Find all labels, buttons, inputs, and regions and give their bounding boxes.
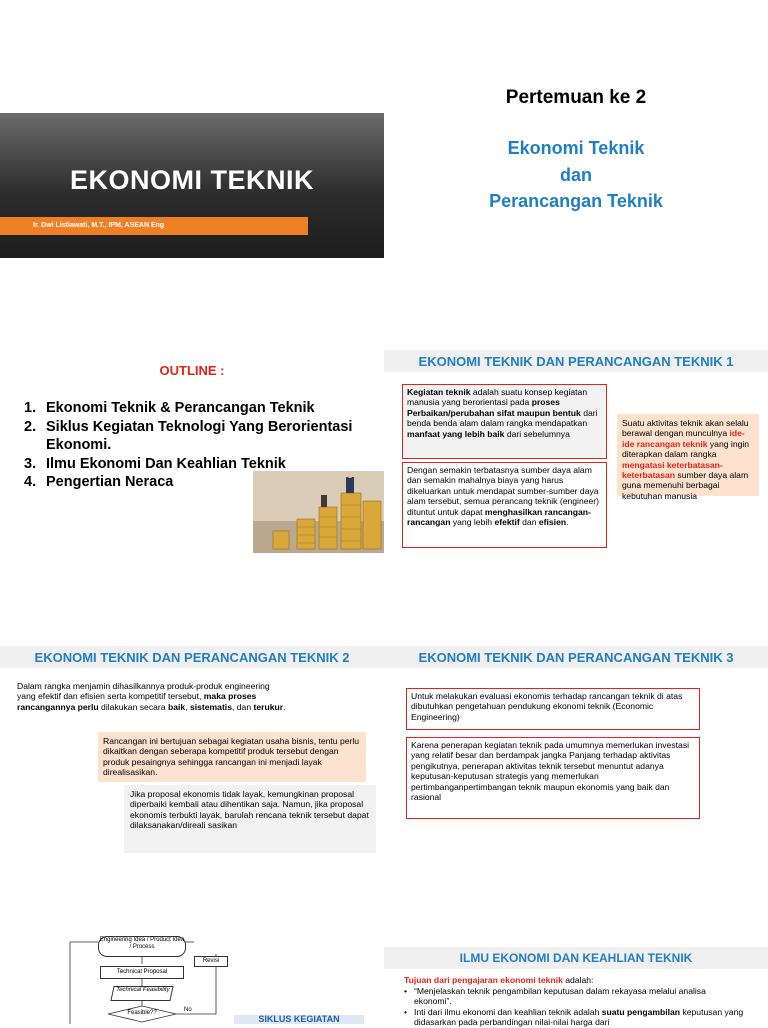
flow-revisi: Revisi	[194, 956, 228, 967]
slide-outline	[0, 256, 384, 512]
subtitle-line-3: Perancangan Teknik	[489, 191, 663, 211]
text-box-aktivitas-teknik: Suatu aktivitas teknik akan selalu berawal dengan munculnya ide-ide rancangan teknik yang ingin diterapkan dalam rangka mengatasi keterbatasan-keterbatasan sumber daya alam guna memenuhi berbagai kebutuhan manusia	[617, 414, 759, 496]
flow-technical-feasibility: Technical Feasibility	[110, 986, 173, 1001]
text-box-sumber-daya: Dengan semakin terbatasnya sumber daya alam dan semakin mahalnya biaya yang harus dikeluarkan untuk mendapat sumber-sumber daya alam tersebut, semua perancang teknik (engineer) dituntut untuk dapat menghasilkan rancangan-rancangan yang lebih efektif dan efisien.	[402, 462, 607, 548]
meeting-title: Pertemuan ke 2	[505, 87, 647, 108]
flow-feasible: Feasible??	[127, 1010, 157, 1016]
outline-item: 1. Ekonomi Teknik & Perancangan Teknik	[24, 400, 315, 416]
slide-title	[0, 0, 384, 256]
slide8-bullet-2: • Inti dari ilmu ekonomi dan keahlian teknik adalah suatu pengambilan keputusan yang didasarkan pada perbandingan nilai-nilai harga dari	[404, 1007, 744, 1028]
slide-ekotek-2	[0, 512, 384, 831]
text-box-evaluasi: Untuk melakukan evaluasi ekonomis terhadap rancangan teknik di atas dibutuhkan pengetahuan pendukung ekonomi teknik (Economic Engineering)	[406, 688, 700, 730]
flow-technical-proposal: Technical Proposal	[100, 966, 184, 979]
outline-item: 4. Pengertian Neraca	[24, 474, 174, 490]
text-box-rancangan: Rancangan ini bertujuan sebagai kegiatan usaha bisnis, tentu perlu dikaitkan dengan seberapa kompetitif produk tersebut dengan produk pesaingnya sehingga rancangan ini menjadi layak direalisasikan.	[98, 732, 366, 782]
slide-heading: EKONOMI TEKNIK DAN PERANCANGAN TEKNIK 2	[0, 646, 384, 668]
flow-idea: Engineering Idea / Product Idea / Process	[98, 936, 186, 957]
slide-meeting	[384, 0, 768, 256]
text-box-kegiatan-teknik: Kegiatan teknik adalah suatu konsep kegiatan manusia yang berorientasi pada proses Perbaikan/perubahan sifat maupun bentuk dari benda benda alam dalam rangka mendapatkan manfaat yang lebih baik dari sebelumnya	[402, 384, 607, 459]
slide-heading: EKONOMI TEKNIK DAN PERANCANGAN TEKNIK 3	[384, 646, 768, 668]
text-box-menjamin: Dalam rangka menjamin dihasilkannya produk-produk engineering yang efektif dan efisien serta kompetitif tersebut, maka proses rancangannya perlu dilakukan secara baik, sistematis, dan terukur.	[17, 681, 286, 712]
slide8-content	[384, 947, 768, 1028]
siklus-caption: SIKLUS KEGIATAN	[234, 1015, 364, 1024]
author-bar: Ir. Dwi Listiawati, M.T., IPM, ASEAN Eng	[0, 217, 308, 235]
slide-siklus	[0, 768, 384, 1024]
outline-item: 3. Ilmu Ekonomi Dan Keahlian Teknik	[24, 455, 286, 472]
text-box-investasi: Karena penerapan kegiatan teknik pada umumnya memerlukan investasi yang relatif besar dan berdampak jangka Panjang terhadap aktivitas pengikutnya, penerapan aktivitas teknik tersebut menuntut adanya keputusan-keputusan strategis yang memerlukan pertimbanganpertimbangan teknik maupun ekonomis yang baik dan rasional	[406, 737, 700, 819]
subtitle-line-2: dan	[559, 165, 592, 185]
outline-item: 2. Siklus Kegiatan Teknologi Yang Berorientasi Ekonomi.	[24, 418, 353, 453]
flow-no-label: No	[184, 1007, 192, 1013]
outline-heading: OUTLINE :	[159, 363, 225, 378]
subtitle-line-1: Ekonomi Teknik	[507, 138, 645, 158]
flowchart-lines	[0, 768, 384, 1024]
slide-ekotek-3	[384, 512, 768, 803]
slide8-intro: Tujuan dari pengajaran ekonomi teknik adalah:	[404, 975, 594, 985]
main-title: EKONOMI TEKNIK	[69, 165, 314, 195]
slide-heading: ILMU EKONOMI DAN KEAHLIAN TEKNIK	[384, 947, 768, 969]
slide-heading: EKONOMI TEKNIK DAN PERANCANGAN TEKNIK 1	[384, 350, 768, 372]
text-box-proposal: Jika proposal ekonomis tidak layak, kemungkinan proposal diperbaiki kembali atau dihentikan saja. Namun, jika proposal ekonomis terbukti layak, barulah rencana teknik tersebut dapat dilaksanakan/direali sasikan	[124, 785, 376, 853]
slide8-bullet-1: • “Menjelaskan teknik pengambilan keputusan dalam rekayasa melalui analisa ekonomi”.	[404, 986, 706, 1007]
slide-ekotek-1	[384, 256, 768, 528]
